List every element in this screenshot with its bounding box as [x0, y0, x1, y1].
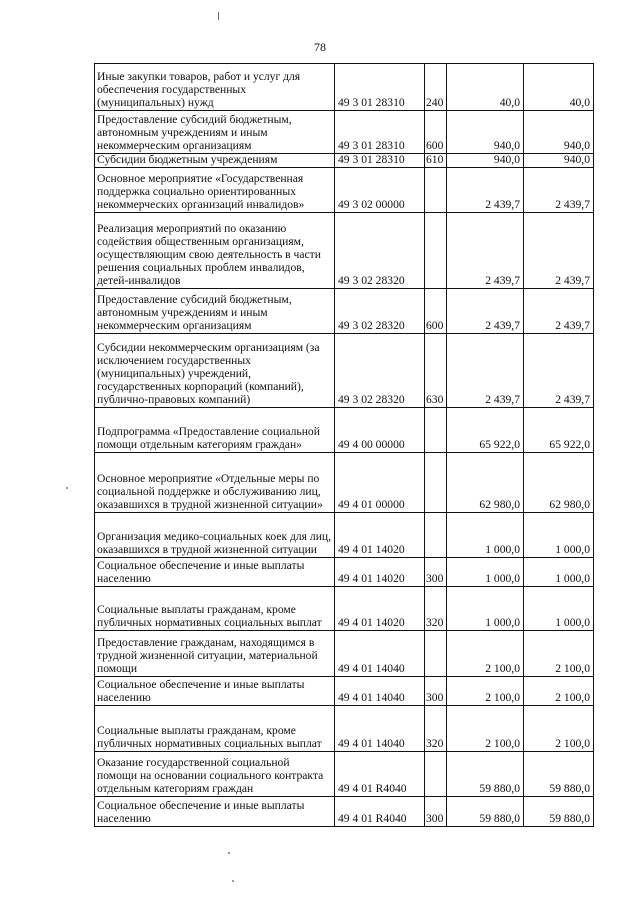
row-type: 630 [425, 334, 447, 408]
row-type: 300 [425, 677, 447, 706]
table-row [95, 797, 594, 827]
row-value-2: 59 880,0 [524, 797, 594, 827]
row-value-2: 2 100,0 [524, 706, 594, 752]
row-value-1: 2 439,7 [447, 334, 524, 408]
row-name: Предоставление субсидий бюджетным, автономным учреждениям и иным некоммерческим организациям [95, 111, 335, 154]
row-name: Основное мероприятие «Отдельные меры по социальной поддержке и обслуживанию лиц, оказавшихся в трудной жизненной ситуации» [95, 453, 335, 513]
row-type: 300 [425, 558, 447, 587]
row-value-1: 940,0 [447, 111, 524, 154]
row-value-2: 2 100,0 [524, 677, 594, 706]
page-number: 78 [314, 40, 326, 54]
row-value-1: 2 439,7 [447, 213, 524, 289]
row-type: 600 [425, 111, 447, 154]
table-row [95, 752, 594, 797]
table-row [95, 558, 594, 587]
row-value-1: 1 000,0 [447, 587, 524, 631]
row-value-1: 2 100,0 [447, 631, 524, 677]
row-value-2: 65 922,0 [524, 408, 594, 453]
row-code: 49 4 01 14040 [335, 677, 425, 706]
row-type [425, 631, 447, 677]
row-value-2: 940,0 [524, 111, 594, 154]
row-code: 49 4 01 00000 [335, 453, 425, 513]
row-value-2: 2 439,7 [524, 289, 594, 334]
scan-speck [228, 852, 230, 854]
row-value-1: 1 000,0 [447, 558, 524, 587]
row-code: 49 3 01 28310 [335, 111, 425, 154]
row-code: 49 4 01 R4040 [335, 752, 425, 797]
row-type: 610 [425, 154, 447, 168]
row-value-2: 940,0 [524, 154, 594, 168]
row-value-1: 40,0 [447, 64, 524, 111]
row-code: 49 4 01 14020 [335, 558, 425, 587]
row-value-1: 2 100,0 [447, 706, 524, 752]
scan-speck [232, 880, 234, 882]
scan-speck [66, 487, 68, 489]
row-value-2: 40,0 [524, 64, 594, 111]
row-code: 49 4 01 14040 [335, 706, 425, 752]
table-row [95, 587, 594, 631]
table-row [95, 706, 594, 752]
row-value-1: 2 100,0 [447, 677, 524, 706]
row-value-2: 2 100,0 [524, 631, 594, 677]
row-name: Социальные выплаты гражданам, кроме публичных нормативных социальных выплат [95, 706, 335, 752]
table-row [95, 631, 594, 677]
row-name: Социальное обеспечение и иные выплаты населению [95, 797, 335, 827]
row-type: 300 [425, 797, 447, 827]
row-code: 49 4 01 14020 [335, 513, 425, 558]
row-name: Социальное обеспечение и иные выплаты населению [95, 677, 335, 706]
row-code: 49 3 02 00000 [335, 168, 425, 213]
row-name: Оказание государственной социальной помощи на основании социального контракта отдельным категориям граждан [95, 752, 335, 797]
row-name: Субсидии бюджетным учреждениям [95, 154, 335, 168]
table-row [95, 453, 594, 513]
table-row [95, 111, 594, 154]
row-type: 320 [425, 587, 447, 631]
row-code: 49 4 01 14020 [335, 587, 425, 631]
row-type [425, 752, 447, 797]
row-type [425, 213, 447, 289]
row-code: 49 3 01 28310 [335, 154, 425, 168]
table-row [95, 168, 594, 213]
table-row [95, 677, 594, 706]
row-name: Предоставление гражданам, находящимся в трудной жизненной ситуации, материальной помощи [95, 631, 335, 677]
row-value-1: 2 439,7 [447, 168, 524, 213]
table-row [95, 408, 594, 453]
row-value-1: 940,0 [447, 154, 524, 168]
row-code: 49 4 00 00000 [335, 408, 425, 453]
table-row [95, 289, 594, 334]
scan-mark [218, 12, 219, 20]
row-value-2: 1 000,0 [524, 513, 594, 558]
row-value-2: 62 980,0 [524, 453, 594, 513]
table-row [95, 154, 594, 168]
row-type [425, 513, 447, 558]
row-value-2: 2 439,7 [524, 168, 594, 213]
row-code: 49 3 01 28310 [335, 64, 425, 111]
row-name: Социальное обеспечение и иные выплаты населению [95, 558, 335, 587]
row-value-2: 59 880,0 [524, 752, 594, 797]
row-value-2: 1 000,0 [524, 587, 594, 631]
row-value-2: 2 439,7 [524, 334, 594, 408]
table-row [95, 64, 594, 111]
row-name: Социальные выплаты гражданам, кроме публичных нормативных социальных выплат [95, 587, 335, 631]
row-name: Организация медико-социальных коек для лиц, оказавшихся в трудной жизненной ситуации [95, 513, 335, 558]
row-value-1: 59 880,0 [447, 797, 524, 827]
row-code: 49 3 02 28320 [335, 334, 425, 408]
row-value-1: 65 922,0 [447, 408, 524, 453]
row-type: 600 [425, 289, 447, 334]
row-code: 49 4 01 14040 [335, 631, 425, 677]
table-row [95, 334, 594, 408]
row-name: Предоставление субсидий бюджетным, автономным учреждениям и иным некоммерческим организациям [95, 289, 335, 334]
row-name: Реализация мероприятий по оказанию содействия общественным организациям, осуществляющим свою деятельность в части решения социальных проблем инвалидов, детей-инвалидов [95, 213, 335, 289]
row-value-1: 1 000,0 [447, 513, 524, 558]
row-value-1: 62 980,0 [447, 453, 524, 513]
budget-table [94, 63, 594, 827]
row-value-1: 59 880,0 [447, 752, 524, 797]
row-value-2: 2 439,7 [524, 213, 594, 289]
row-type [425, 168, 447, 213]
table-row [95, 213, 594, 289]
row-name: Подпрограмма «Предоставление социальной помощи отдельным категориям граждан» [95, 408, 335, 453]
row-type: 240 [425, 64, 447, 111]
row-type: 320 [425, 706, 447, 752]
row-value-2: 1 000,0 [524, 558, 594, 587]
table-row [95, 513, 594, 558]
row-name: Иные закупки товаров, работ и услуг для обеспечения государственных (муниципальных) нужд [95, 64, 335, 111]
row-type [425, 453, 447, 513]
row-name: Основное мероприятие «Государственная поддержка социально ориентированных некоммерческих организаций инвалидов» [95, 168, 335, 213]
row-code: 49 3 02 28320 [335, 213, 425, 289]
row-name: Субсидии некоммерческим организациям (за исключением государственных (муниципальных) учреждений, государственных корпораций (компаний), публично-правовых компаний) [95, 334, 335, 408]
row-code: 49 4 01 R4040 [335, 797, 425, 827]
row-type [425, 408, 447, 453]
row-value-1: 2 439,7 [447, 289, 524, 334]
row-code: 49 3 02 28320 [335, 289, 425, 334]
